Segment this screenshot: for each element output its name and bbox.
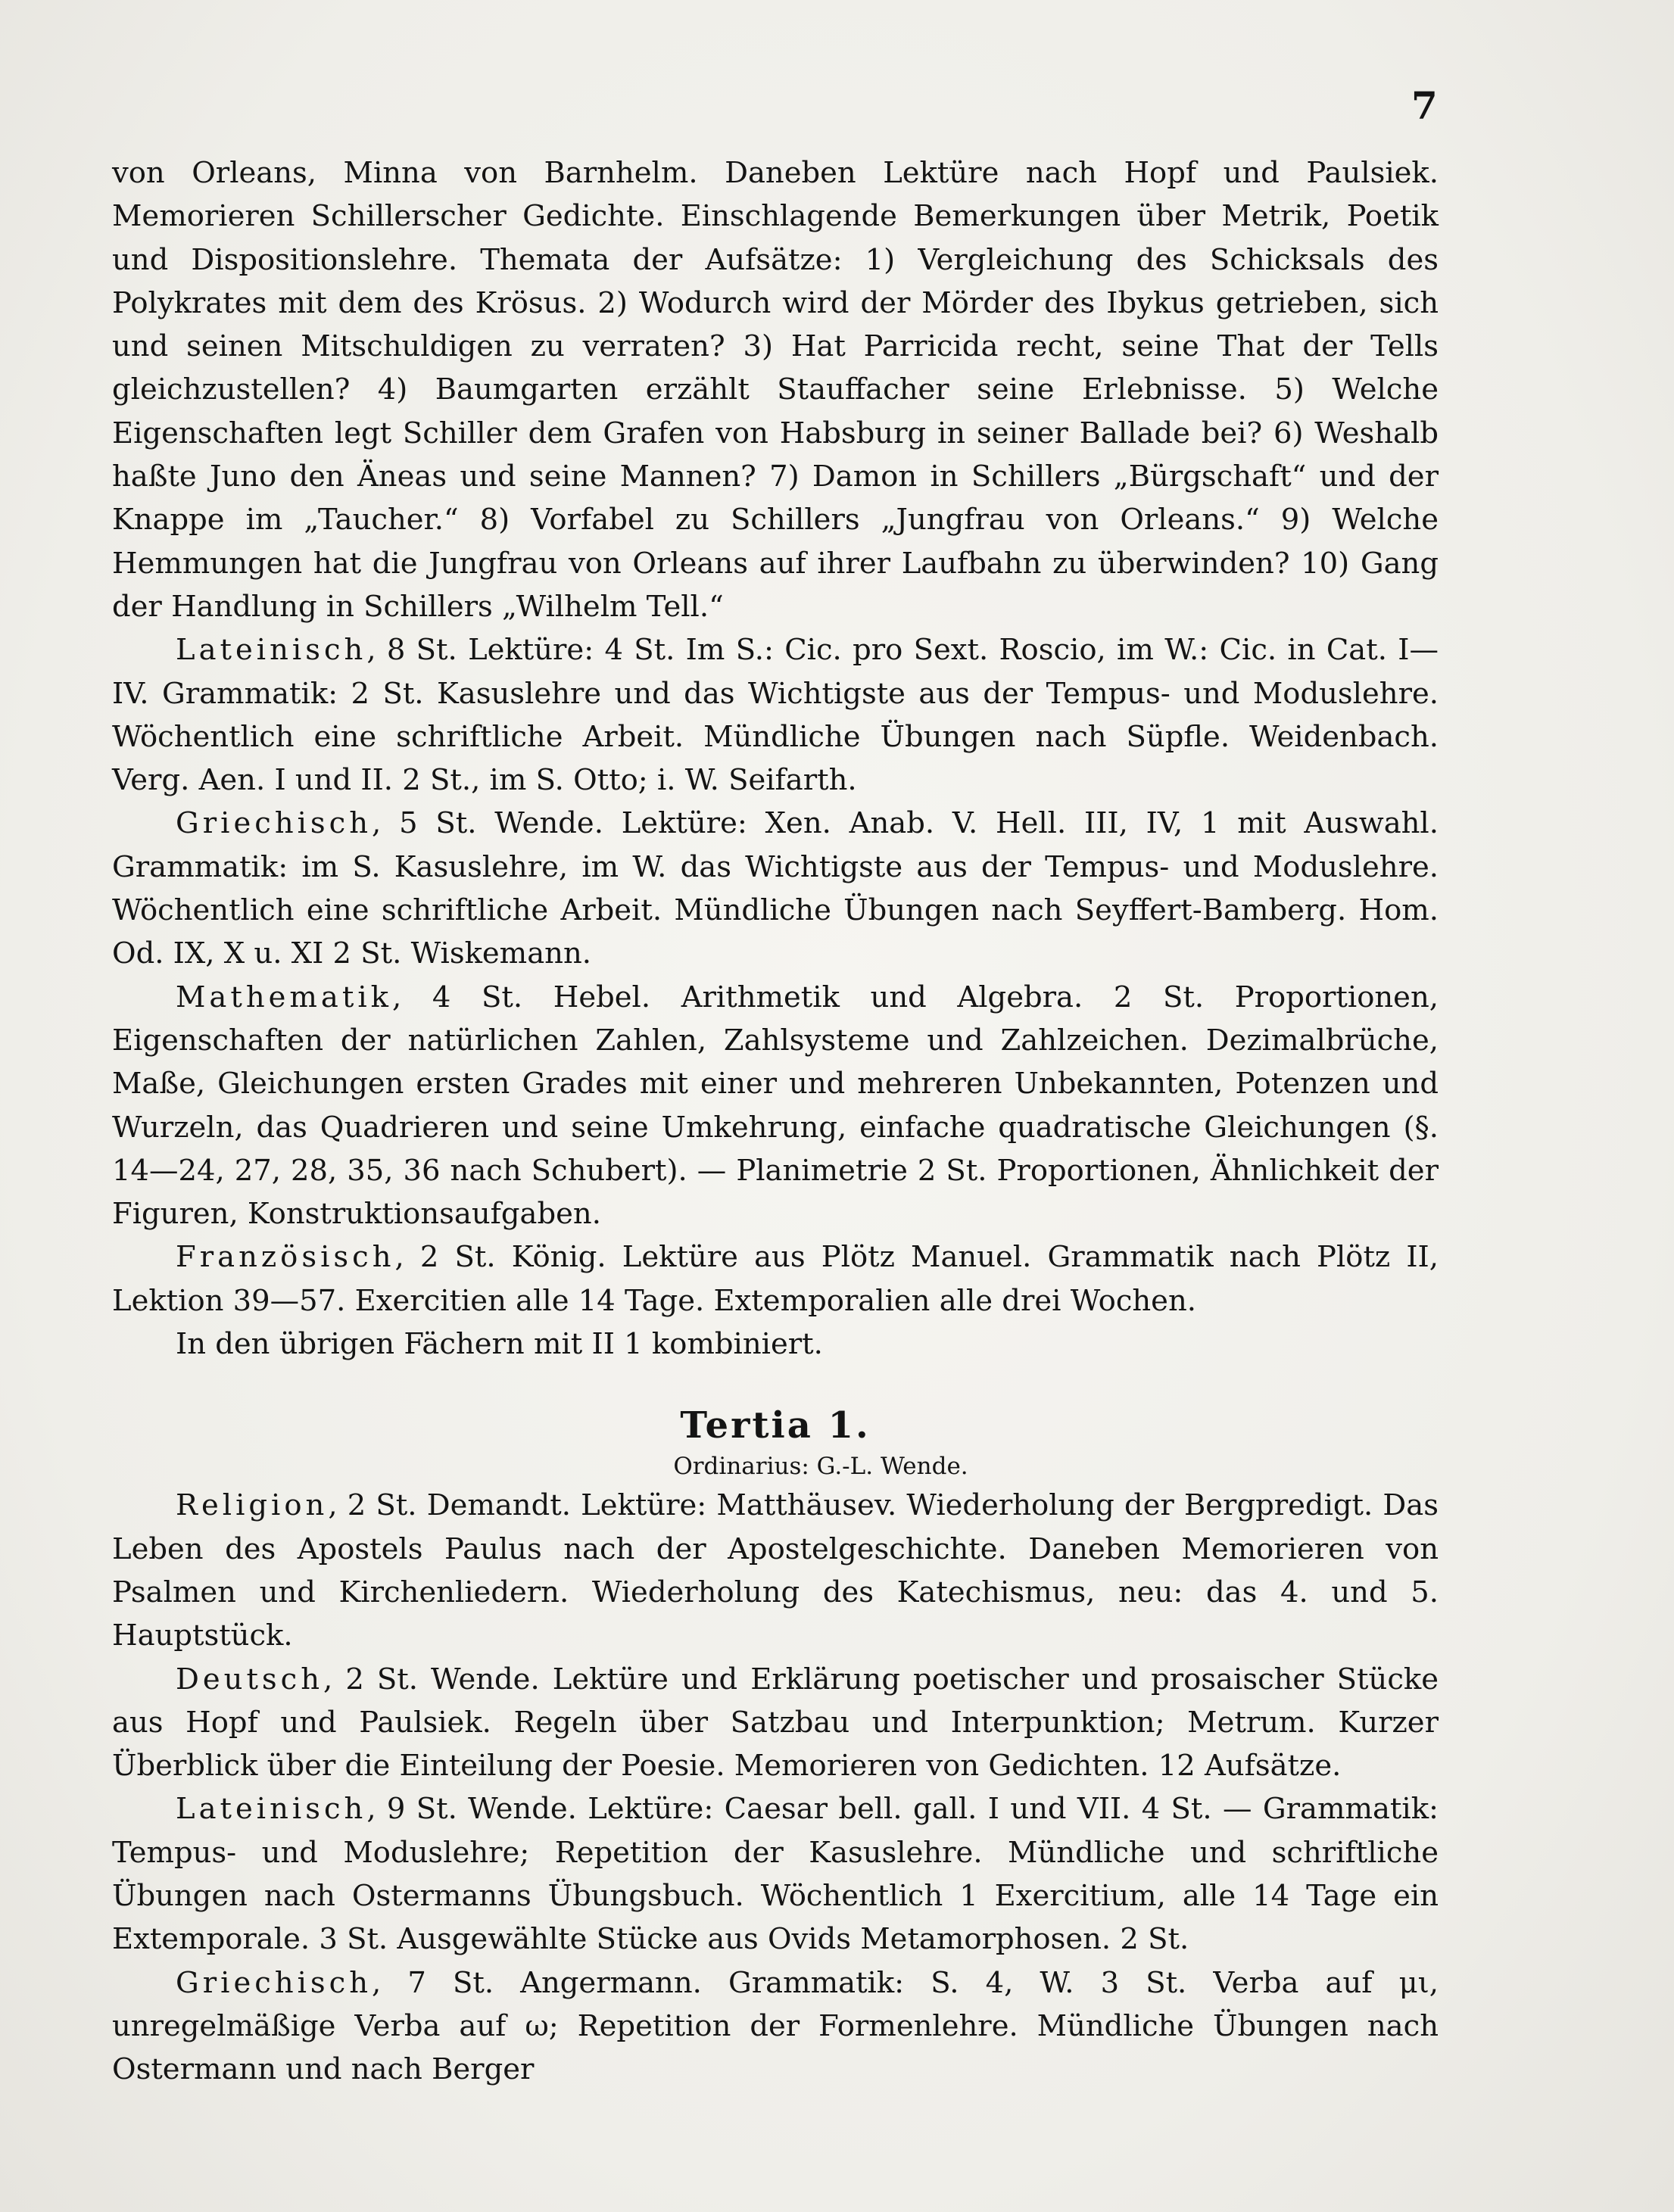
- subject-griechisch: Griechisch: [176, 806, 373, 841]
- text-body: [112, 151, 1439, 2091]
- paragraph-lateinisch: [112, 628, 1439, 802]
- subject-griechisch: Griechisch: [176, 1965, 373, 2000]
- paragraph-text: , 2 St. Wende. Lektüre und Erklärung poetischer und prosaischer Stücke aus Hopf und Paulsiek. Regeln über Satzbau und Interpunktion; Metrum. Kurzer Überblick über die Einteilung der Poesie. Memorieren von Gedichten. 12 Aufsätze.: [112, 1662, 1439, 1784]
- paragraph-text: , 4 St. Hebel. Arithmetik und Algebra. 2 St. Proportionen, Eigenschaften der natürlichen Zahlen, Zahlsysteme und Zahlzeichen. Dezimalbrüche, Maße, Gleichungen ersten Grades mit einer und mehreren Unbekannten, Potenzen und Wurzeln, das Quadrieren und seine Umkehrung, einfache quadratische Gleichungen (§. 14—24, 27, 28, 35, 36 nach Schubert). — Planimetrie 2 St. Proportionen, Ähnlichkeit der Figuren, Konstruktionsaufgaben.: [112, 980, 1439, 1232]
- subject-mathematik: Mathematik: [176, 980, 393, 1014]
- paragraph-text: , 2 St. Demandt. Lektüre: Matthäusev. Wiederholung der Bergpredigt. Das Leben des Apostels Paulus nach der Apostelgeschichte. Daneben Memorieren von Psalmen und Kirchenliedern. Wiederholung des Katechismus, neu: das 4. und 5. Hauptstück.: [112, 1488, 1439, 1653]
- subject-lateinisch: Lateinisch: [176, 633, 367, 668]
- paragraph-deutsch-continued: von Orleans, Minna von Barnhelm. Daneben Lektüre nach Hopf und Paulsiek. Memorieren Schillerscher Gedichte. Einschlagende Bemerkungen über Metrik, Poetik und Dispositionslehre. Themata der Aufsätze: 1) Vergleichung des Schicksals des Polykrates mit dem des Krösus. 2) Wodurch wird der Mörder des Ibykus getrieben, sich und seinen Mitschuldigen zu verraten? 3) Hat Parricida recht, seine That der Tells gleichzustellen? 4) Baumgarten erzählt Stauffacher seine Erlebnisse. 5) Welche Eigenschaften legt Schiller dem Grafen von Habsburg in seiner Ballade bei? 6) Weshalb haßte Juno den Äneas und seine Mannen? 7) Damon in Schillers „Bürgschaft“ und der Knappe im „Taucher.“ 8) Vorfabel zu Schillers „Jungfrau von Orleans.“ 9) Welche Hemmungen hat die Jungfrau von Orleans auf ihrer Laufbahn zu überwinden? 10) Gang der Handlung in Schillers „Wilhelm Tell.“: [112, 156, 1439, 624]
- paragraph-text: , 9 St. Wende. Lektüre: Caesar bell. gall. I und VII. 4 St. — Grammatik: Tempus- und Moduslehre; Repetition der Kasuslehre. Mündliche und schriftliche Übungen nach Ostermanns Übungsbuch. Wöchentlich 1 Exercitium, alle 14 Tage ein Extemporale. 3 St. Ausgewählte Stücke aus Ovids Metamorphosen. 2 St.: [112, 1792, 1439, 1957]
- paragraph-griechisch: [112, 802, 1439, 975]
- paragraph-franzoesisch: [112, 1235, 1439, 1323]
- paragraph-text: , 2 St. König. Lektüre aus Plötz Manuel. Grammatik nach Plötz II, Lektion 39—57. Exercitien alle 14 Tage. Extemporalien alle drei Wochen.: [112, 1240, 1439, 1318]
- paragraph-religion: [112, 1484, 1439, 1657]
- subject-religion: Religion: [176, 1488, 329, 1523]
- paragraph-text: , 8 St. Lektüre: 4 St. Im S.: Cic. pro Sext. Roscio, im W.: Cic. in Cat. I—IV. Grammatik: 2 St. Kasuslehre und das Wichtigste aus der Tempus- und Moduslehre. Wöchentlich eine schriftliche Arbeit. Mündliche Übungen nach Süpfle. Weidenbach. Verg. Aen. I und II. 2 St., im S. Otto; i. W. Seifarth.: [112, 633, 1439, 798]
- paragraph-lateinisch-tertia: [112, 1787, 1439, 1961]
- subject-franzoesisch: Französisch: [176, 1240, 395, 1275]
- subject-lateinisch: Lateinisch: [176, 1792, 367, 1827]
- section-ordinarius: Ordinarius: G.-L. Wende.: [673, 1453, 968, 1481]
- paragraph-text: , 7 St. Angermann. Grammatik: S. 4, W. 3 St. Verba auf μι, unregelmäßige Verba auf ω; Repetition der Formenlehre. Mündliche Übungen nach Ostermann und nach Berger: [112, 1965, 1439, 2087]
- paragraph-deutsch: [112, 1658, 1439, 1788]
- subject-deutsch: Deutsch: [176, 1662, 324, 1696]
- section-heading: Tertia 1.: [680, 1404, 871, 1447]
- paragraph-uebrige-faecher: In den übrigen Fächern mit II 1 kombiniert.: [176, 1327, 823, 1362]
- paragraph-mathematik: [112, 976, 1439, 1236]
- page-number: 7: [1411, 83, 1438, 128]
- paragraph-text: , 5 St. Wende. Lektüre: Xen. Anab. V. Hell. III, IV, 1 mit Auswahl. Grammatik: im S. Kasuslehre, im W. das Wichtigste aus der Tempus- und Moduslehre. Wöchentlich eine schriftliche Arbeit. Mündliche Übungen nach Seyffert-Bamberg. Hom. Od. IX, X u. XI 2 St. Wiskemann.: [112, 806, 1439, 971]
- paragraph-griechisch-tertia: [112, 1961, 1439, 2092]
